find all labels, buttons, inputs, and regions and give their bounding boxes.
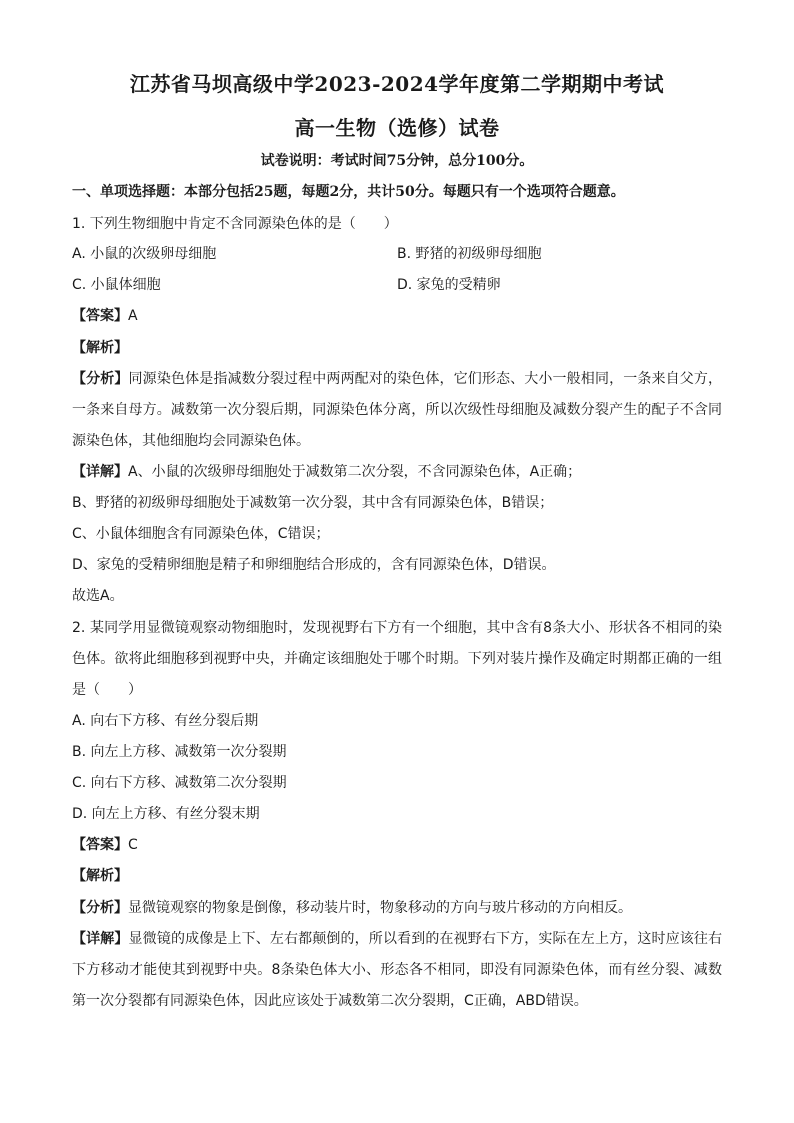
q2-fenxi-text1: 显微镜观察的物象是倒像，移动装片时，物象移动的方向与玻片移动的方向相反。: [128, 900, 632, 916]
q1-answer-line: [72, 306, 722, 326]
q1-conclusion: 故选A。: [72, 588, 124, 604]
q2-xiangjie-line3: 第一次分裂都有同源染色体，因此应该处于减数第二次分裂期，C正确，ABD错误。: [72, 993, 588, 1009]
fenxi-tag: 【分析】: [72, 900, 128, 916]
q1-option-a: A. 小鼠的次级卵母细胞: [72, 246, 217, 262]
q2-stem-line1: 2. 某同学用显微镜观察动物细胞时，发现视野右下方有一个细胞，其中含有8条大小、形状各不相同的染: [72, 620, 722, 636]
analysis-tag: 【解析】: [72, 868, 128, 884]
exam-note: 试卷说明：考试时间75分钟，总分100分。: [260, 153, 534, 169]
analysis-tag: 【解析】: [72, 340, 128, 356]
xiangjie-tag: 【详解】: [72, 931, 129, 947]
fenxi-tag: 【分析】: [72, 371, 129, 387]
q2-xiangjie-line2: 下方移动才能使其到视野中央。8条染色体大小、形态各不相同，即没有同源染色体，而有丝分裂、减数: [72, 962, 722, 978]
q1-option-d: D. 家兔的受精卵: [397, 277, 501, 293]
q1-xiangjie-line2: B、野猪的初级卵母细胞处于减数第一次分裂，其中含有同源染色体，B错误；: [72, 495, 554, 511]
q1-stem: 1. 下列生物细胞中肯定不含同源染色体的是（ ）: [72, 216, 398, 232]
q1-xiangjie-line4: D、家兔的受精卵细胞是精子和卵细胞结合形成的，含有同源染色体，D错误。: [72, 557, 556, 573]
q1-analysis-tag: [72, 338, 722, 358]
q2-xiangjie-line1: [72, 929, 722, 949]
q1-fenxi-line3: 源染色体，其他细胞均会同源染色体。: [72, 433, 310, 449]
q1-xiangjie-line3: C、小鼠体细胞含有同源染色体，C错误；: [72, 526, 330, 542]
q1-fenxi-line1: [72, 369, 722, 389]
answer-tag: 【答案】: [72, 837, 128, 853]
q1-xiangjie-line1: [72, 462, 722, 482]
exam-title: 江苏省马坝高级中学2023-2024学年度第二学期期中考试: [129, 72, 665, 96]
q2-option-a: A. 向右下方移、有丝分裂后期: [72, 713, 259, 729]
answer-tag: 【答案】: [72, 308, 128, 324]
q1-fenxi-line2: 一条来自母方。减数第一次分裂后期，同源染色体分离，所以次级性母细胞及减数分裂产生的配子不含同: [72, 402, 722, 418]
q1-fenxi-text1: 同源染色体是指减数分裂过程中两两配对的染色体，它们形态、大小一般相同，一条来自父方，: [128, 371, 723, 387]
q2-option-b: B. 向左上方移、减数第一次分裂期: [72, 744, 287, 760]
q2-answer-value: C: [128, 837, 138, 853]
q2-stem-line2: 色体。欲将此细胞移到视野中央，并确定该细胞处于哪个时期。下列对装片操作及确定时期都正确的一组: [72, 651, 722, 667]
section-heading: 一、单项选择题：本部分包括25题，每题2分，共计50分。每题只有一个选项符合题意。: [72, 184, 625, 200]
q2-fenxi-line1: [72, 898, 722, 918]
exam-subtitle: 高一生物（选修）试卷: [294, 116, 500, 140]
q2-answer-line: [72, 835, 722, 855]
q1-option-b: B. 野猪的初级卵母细胞: [397, 246, 542, 262]
q2-xiangjie-text1: 显微镜的成像是上下、左右都颠倒的，所以看到的在视野右下方，实际在左上方，这时应该往右: [128, 931, 723, 947]
q2-option-d: D. 向左上方移、有丝分裂末期: [72, 806, 260, 822]
q1-option-c: C. 小鼠体细胞: [72, 277, 161, 293]
q2-option-c: C. 向右下方移、减数第二次分裂期: [72, 775, 287, 791]
q2-analysis-tag: [72, 866, 722, 886]
xiangjie-tag: 【详解】: [72, 464, 128, 480]
q2-stem-line3: 是（ ）: [72, 682, 142, 698]
q1-xiangjie-text1: A、小鼠的次级卵母细胞处于减数第二次分裂，不含同源染色体，A正确；: [128, 464, 582, 480]
q1-answer-value: A: [128, 308, 138, 324]
